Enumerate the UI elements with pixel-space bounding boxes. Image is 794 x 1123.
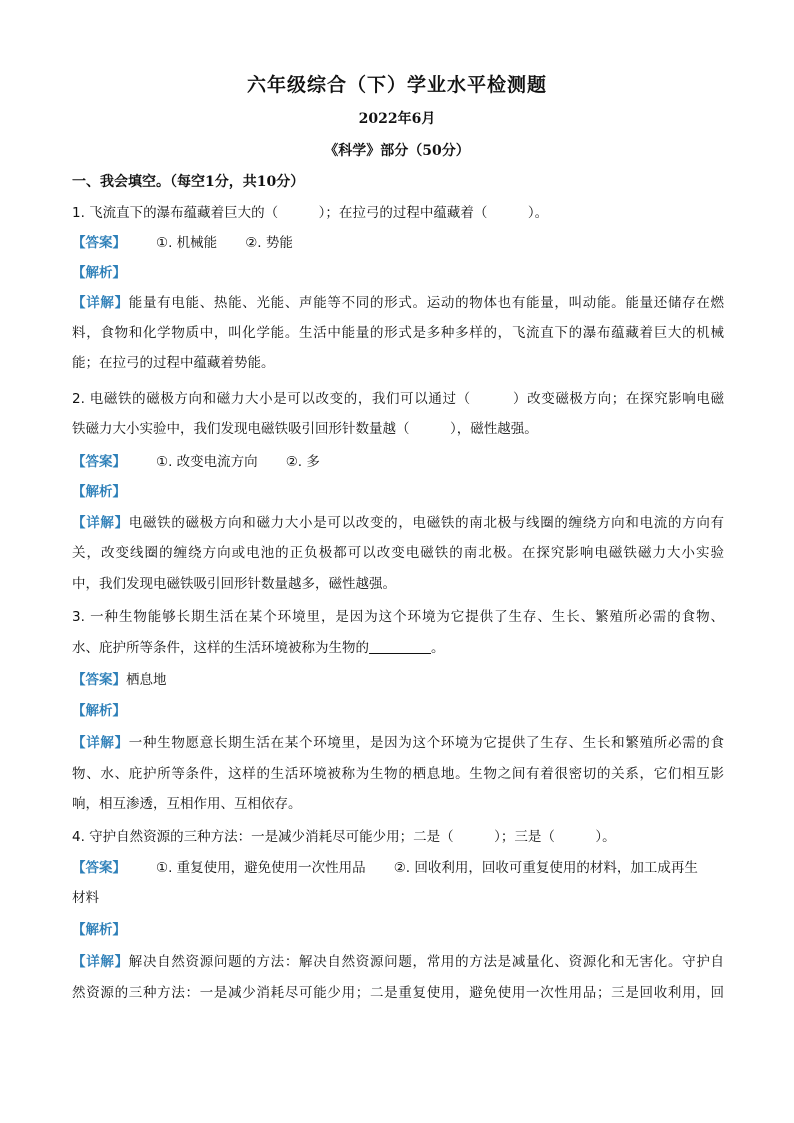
q4-answer-2: ②. 回收利用，回收可重复使用的材料，加工成再生 bbox=[393, 860, 698, 876]
q4-question: 4. 守护自然资源的三种方法：一是减少消耗尽可能少用；二是（ ）；三是（ ）。 bbox=[72, 829, 616, 845]
q4-answer bbox=[72, 853, 724, 883]
q4-analysis bbox=[72, 915, 724, 945]
q4-detail-line-2: 然资源的三种方法：一是减少消耗尽可能少用；二是重复使用，避免使用一次性用品；三是回收利用，回 bbox=[72, 985, 724, 1001]
q4-answer-1: ①. 重复使用，避免使用一次性用品 bbox=[156, 860, 366, 876]
q2-answer-2: ②. 多 bbox=[285, 454, 320, 470]
q3-answer-text: 栖息地 bbox=[126, 672, 167, 688]
q2-question-line-2: 铁磁力大小实验中，我们发现电磁铁吸引回形针数量越（ ），磁性越强。 bbox=[72, 421, 538, 437]
analysis-label: 【解析】 bbox=[72, 703, 126, 719]
answer-blank bbox=[369, 639, 431, 654]
q1-answer-1: ①. 机械能 bbox=[156, 235, 218, 251]
q3-detail-text-1: 一种生物愿意长期生活在某个环境里，是因为这个环境为它提供了生存、生长和繁殖所必需的食 bbox=[128, 735, 725, 751]
detail-label: 【详解】 bbox=[72, 735, 129, 751]
q3-question-line-2 bbox=[72, 633, 724, 663]
q4-detail-line-1 bbox=[72, 947, 724, 977]
q3-question-line-1: 3. 一种生物能够长期生活在某个环境里，是因为这个环境为它提供了生存、生长、繁殖所必需的食物、 bbox=[72, 609, 724, 625]
q1-detail-line-3: 能；在拉弓的过程中蕴藏着势能。 bbox=[72, 355, 275, 371]
q4-answer-line-2: 材料 bbox=[72, 890, 99, 906]
q3-detail-line-2: 物、水、庇护所等条件，这样的生活环境被称为生物的栖息地。生物之间有着很密切的关系，它们相互影 bbox=[72, 766, 724, 782]
q3-question-text-2: 水、庇护所等条件，这样的生活环境被称为生物的 bbox=[72, 640, 369, 656]
q3-answer bbox=[72, 665, 724, 695]
section-subtitle: 《科学》部分（50分） bbox=[324, 143, 470, 159]
analysis-label: 【解析】 bbox=[72, 922, 126, 938]
detail-label: 【详解】 bbox=[72, 954, 129, 970]
analysis-label: 【解析】 bbox=[72, 484, 126, 500]
q1-detail-text-1: 能量有电能、热能、光能、声能等不同的形式。运动的物体也有能量，叫动能。能量还储存在燃 bbox=[128, 295, 725, 311]
answer-label: 【答案】 bbox=[72, 860, 126, 876]
q3-detail-line-1 bbox=[72, 728, 724, 758]
answer-label: 【答案】 bbox=[72, 672, 126, 688]
q2-detail-line-1 bbox=[72, 508, 724, 538]
q1-answer-2: ②. 势能 bbox=[245, 235, 293, 251]
analysis-label: 【解析】 bbox=[72, 265, 126, 281]
q1-answer bbox=[72, 228, 724, 258]
q3-analysis bbox=[72, 696, 724, 726]
q1-analysis bbox=[72, 258, 724, 288]
q2-detail-line-3: 中，我们发现电磁铁吸引回形针数量越多，磁性越强。 bbox=[72, 576, 396, 592]
q1-detail-line-2: 料，食物和化学物质中，叫化学能。生活中能量的形式是多种多样的，飞流直下的瀑布蕴藏着巨大的机械 bbox=[72, 325, 724, 341]
detail-label: 【详解】 bbox=[72, 515, 129, 531]
q3-question-end: 。 bbox=[431, 640, 445, 656]
q3-detail-line-3: 响，相互渗透，互相作用、互相依存。 bbox=[72, 796, 302, 812]
q2-answer bbox=[72, 447, 724, 477]
section-heading: 一、我会填空。（每空1分，共10分） bbox=[72, 174, 305, 190]
q2-question-line-1: 2. 电磁铁的磁极方向和磁力大小是可以改变的，我们可以通过（ ）改变磁极方向；在探究影响电磁 bbox=[72, 391, 724, 407]
q2-analysis bbox=[72, 477, 724, 507]
answer-label: 【答案】 bbox=[72, 235, 126, 251]
q2-answer-1: ①. 改变电流方向 bbox=[156, 454, 258, 470]
detail-label: 【详解】 bbox=[72, 295, 129, 311]
answer-label: 【答案】 bbox=[72, 454, 126, 470]
q1-detail-line-1 bbox=[72, 288, 724, 318]
q4-detail-text-1: 解决自然资源问题的方法：解决自然资源问题，常用的方法是减量化、资源化和无害化。守护自 bbox=[128, 954, 725, 970]
exam-date: 2022年6月 bbox=[358, 111, 436, 127]
q1-question: 1. 飞流直下的瀑布蕴藏着巨大的（ ）；在拉弓的过程中蕴藏着（ ）。 bbox=[72, 205, 549, 221]
q2-detail-text-1: 电磁铁的磁极方向和磁力大小是可以改变的，电磁铁的南北极与线圈的缠绕方向和电流的方向有 bbox=[128, 515, 725, 531]
page-title: 六年级综合（下）学业水平检测题 bbox=[246, 74, 547, 96]
q2-detail-line-2: 关，改变线圈的缠绕方向或电池的正负极都可以改变电磁铁的南北极。在探究影响电磁铁磁力大小实验 bbox=[72, 545, 724, 561]
